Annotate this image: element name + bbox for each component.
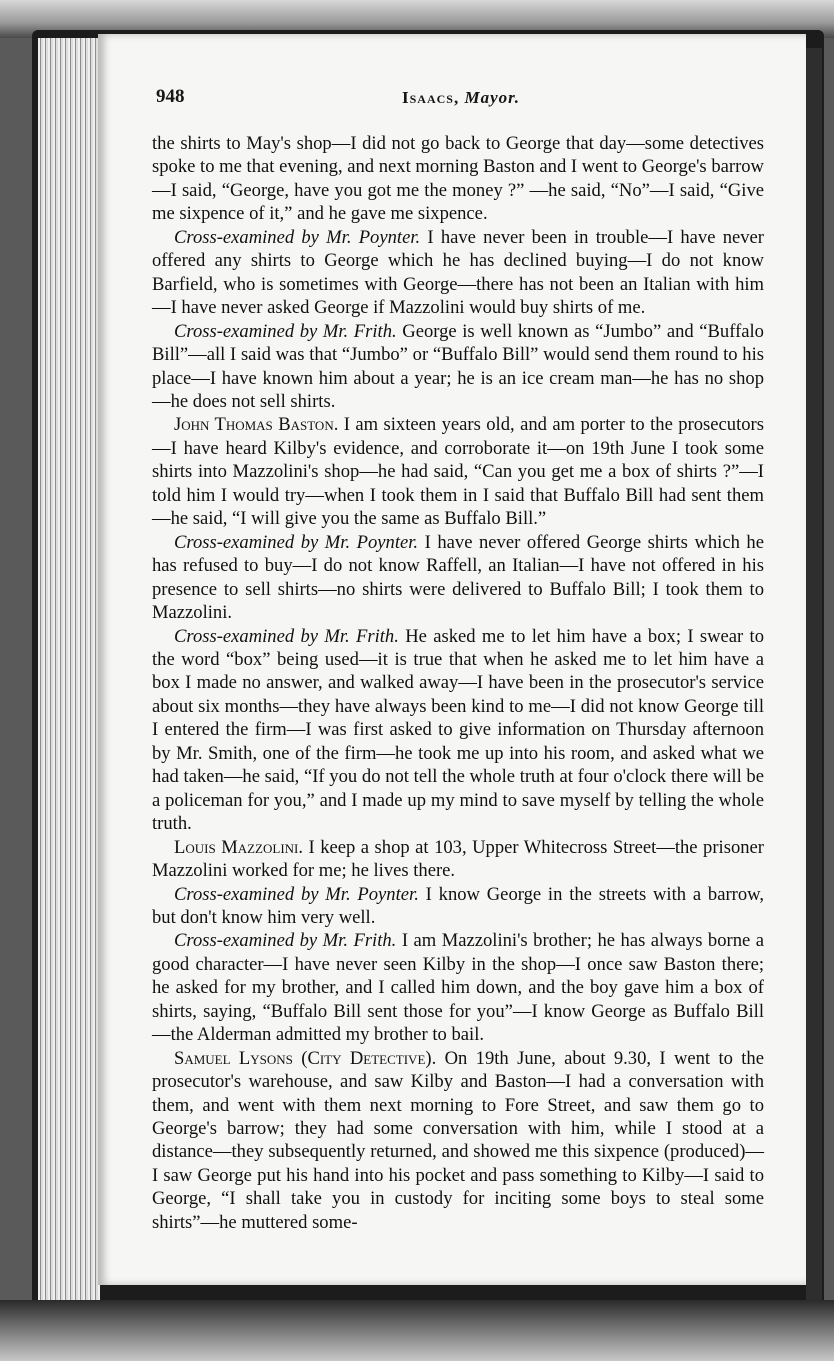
- book-spine: [806, 48, 822, 1300]
- speaker-label: Cross-examined by Mr. Frith.: [174, 625, 399, 647]
- paragraph-text: I have never been in trouble—I have never offered any shirts to George which he has declined buying—I do not know Barfield, who is sometimes with George—there has not been an Italian with him—I have never asked George if Mazzolini would buy shirts of me.: [152, 226, 764, 319]
- paragraph-text: I keep a shop at 103, Upper Whitecross Street—the prisoner Mazzolini worked for me; he lives there.: [152, 836, 764, 882]
- paragraph-text: I have never offered George shirts which he has refused to buy—I do not know Raffell, an Italian—I have not offered in his presence to sell shirts—no shirts were delivered to Buffalo Bill; I took them to Mazzolini.: [152, 531, 764, 624]
- paragraph: [152, 836, 764, 883]
- paragraph: [152, 883, 764, 930]
- paragraph: [152, 320, 764, 414]
- running-title: [402, 88, 520, 108]
- running-title-name: Isaacs,: [402, 88, 460, 107]
- paragraph-text: I know George in the streets with a barrow, but don't know him very well.: [152, 883, 765, 928]
- speaker-label: Cross-examined by Mr. Poynter.: [174, 531, 419, 553]
- speaker-label: Louis Mazzolini.: [174, 836, 304, 858]
- paragraph: [152, 413, 764, 530]
- speaker-label: John Thomas Baston.: [174, 414, 339, 436]
- running-head: [156, 86, 768, 112]
- paragraph: [152, 531, 764, 625]
- paragraph-text: George is well known as “Jumbo” and “Buffalo Bill”—all I said was that “Jumbo” or “Buffalo Bill” would send them round to his place—I have known him about a year; he is an ice cream man—he has no shop—he does not sell shirts.: [152, 320, 764, 412]
- body-text: [152, 132, 764, 1234]
- paragraph-text: He asked me to let him have a box; I swear to the word “box” being used—it is true that when he asked me to let him have a box I made no answer, and walked away—I have been in the prosecutor's service about six months—they have always been kind to me—I did not know George till I entered the firm—I was first asked to give information on Thursday afternoon by Mr. Smith, one of the firm—he took me up into his room, and asked what we had taken—he said, “If you do not tell the whole truth at four o'clock there will be a policeman for you,” and I made up my mind to save myself by telling the whole truth.: [152, 625, 765, 835]
- page-number: 948: [156, 86, 185, 107]
- paragraph: [152, 929, 764, 1046]
- paragraph: [152, 1047, 764, 1235]
- paragraph-text: the shirts to May's shop—I did not go back to George that day—some detectives spoke to me that evening, and next morning Baston and I went to George's barrow—I said, “George, have you got me the money ?” —he said, “No”—I said, “Give me sixpence of it,” and he gave me sixpence.: [152, 133, 764, 225]
- page-edges: [38, 38, 100, 1303]
- speaker-label: Cross-examined by Mr. Frith.: [174, 320, 397, 342]
- paragraph-text: I am Mazzolini's brother; he has always borne a good character—I have never seen Kilby in the shop—I once saw Baston there; he asked for my brother, and I called him down, and the boy gave him a box of shirts, saying, “Buffalo Bill sent those for you”—I know George as Buffalo Bill—the Alderman admitted my brother to bail.: [152, 930, 764, 1046]
- running-title-role: Mayor.: [464, 88, 521, 107]
- speaker-label: Cross-examined by Mr. Poynter.: [174, 883, 419, 905]
- speaker-label: Cross-examined by Mr. Frith.: [174, 930, 397, 952]
- speaker-label: Samuel Lysons (City Detective).: [174, 1047, 437, 1069]
- scan-background-bottom: [0, 1300, 834, 1361]
- speaker-label: Cross-examined by Mr. Poynter.: [174, 226, 421, 248]
- paragraph-text: On 19th June, about 9.30, I went to the prosecutor's warehouse, and saw Kilby and Baston—I had a conversation with them, and went with them next morning to Fore Street, and saw them go to George's barrow; they had some conversation with him, while I stood at a distance—they subsequently returned, and showed me this sixpence (produced)—I saw George put his hand into his pocket and pass something to Kilby—I said to George, “I shall take you in custody for inciting some boys to steal some shirts”—he muttered some-: [152, 1047, 764, 1233]
- paragraph: [152, 625, 764, 836]
- paragraph: [152, 226, 764, 320]
- paragraph-text: I am sixteen years old, and am porter to the prosecutors—I have heard Kilby's evidence, and corroborate it—on 19th June I took some shirts into Mazzolini's shop—he had said, “Can you get me a box of shirts ?”—I told him I would try—when I took them in I said that Buffalo Bill had sent them—he said, “I will give you the same as Buffalo Bill.”: [152, 414, 764, 530]
- paragraph: [152, 132, 764, 226]
